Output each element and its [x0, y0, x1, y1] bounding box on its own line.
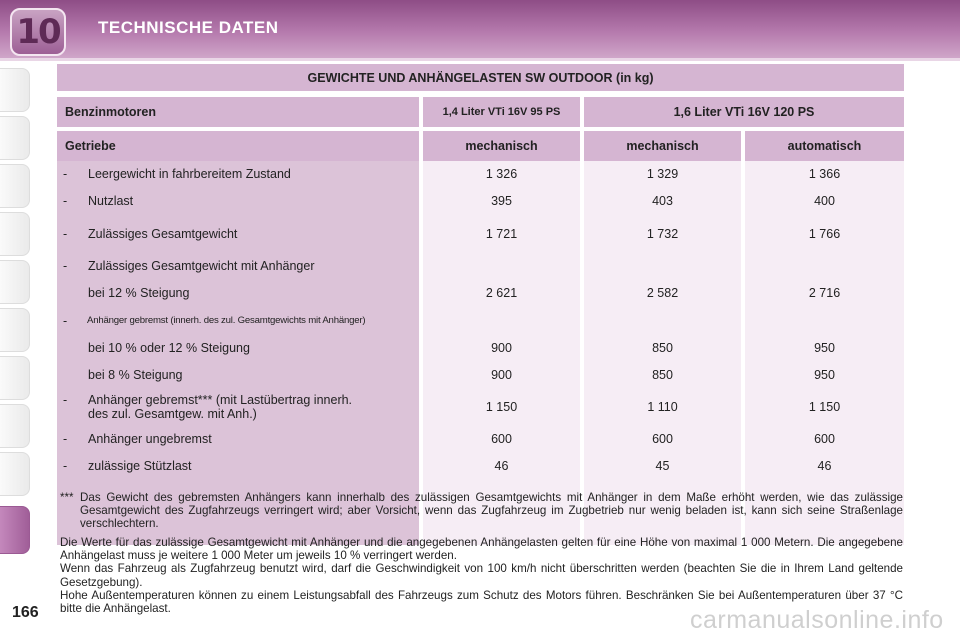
chapter-tab[interactable] — [0, 404, 30, 448]
table-cell: 2 621 — [485, 286, 518, 300]
chapter-tab-active[interactable] — [0, 506, 30, 554]
paragraph: Wenn das Fahrzeug als Zugfahrzeug benutzt wird, darf die Geschwindigkeit von 100 km/h nicht überschritten werden (beachten Sie die in Ihrem Land geltende Gesetzgebung). — [60, 562, 903, 589]
row-label: Leergewicht in fahrbereitem Zustand — [88, 167, 291, 181]
table-cell: 950 — [814, 341, 835, 355]
gearbox-header-label: Getriebe — [57, 131, 419, 161]
engine-header-label: Benzinmotoren — [57, 97, 419, 127]
page-number: 166 — [12, 604, 39, 621]
table-cell: 1 150 — [485, 400, 518, 414]
row-label: Zulässiges Gesamtgewicht — [88, 227, 238, 241]
engine-header-2: 1,6 Liter VTi 16V 120 PS — [584, 97, 904, 127]
table-cell: 1 150 — [808, 400, 841, 414]
chapter-tab[interactable] — [0, 260, 30, 304]
table-cell: 600 — [491, 432, 512, 446]
table-title: GEWICHTE UND ANHÄNGELASTEN SW OUTDOOR (in kg) — [57, 64, 904, 91]
row-label: Anhänger ungebremst — [88, 432, 212, 446]
table-cell: 600 — [652, 432, 673, 446]
engine-header-1: 1,4 Liter VTi 16V 95 PS — [423, 97, 580, 127]
table-cell: 900 — [491, 368, 512, 382]
row-dash: - — [63, 432, 68, 446]
table-cell: 600 — [814, 432, 835, 446]
table-cell: 1 721 — [485, 227, 518, 241]
table-cell: 403 — [652, 194, 673, 208]
table-cell: 1 326 — [485, 167, 518, 181]
paragraph: Hohe Außentemperaturen können zu einem Leistungsabfall des Fahrzeugs zum Schutz des Motors führen. Beschränken Sie bei Außentemperaturen über 37 °C bitte die Anhängelast. — [60, 588, 903, 616]
table-cell: 1 732 — [646, 227, 679, 241]
row-dash: - — [63, 227, 68, 241]
table-cell: 400 — [814, 194, 835, 208]
row-dash: - — [63, 259, 68, 273]
chapter-tab[interactable] — [0, 116, 30, 160]
footnote — [60, 491, 903, 531]
table-cell: 850 — [652, 341, 673, 355]
table-cell: 1 329 — [646, 167, 679, 181]
page-title: TECHNISCHE DATEN — [98, 18, 279, 37]
row-label: bei 10 % oder 12 % Steigung — [88, 341, 250, 355]
gearbox-header-3: automatisch — [745, 131, 904, 161]
chapter-badge: 10 — [10, 8, 66, 56]
body-text — [60, 536, 903, 615]
table-cell: 850 — [652, 368, 673, 382]
chapter-tab[interactable] — [0, 164, 30, 208]
footnote-mark: *** — [60, 491, 74, 504]
row-label: Anhänger gebremst*** (mit Lastübertrag innerh. — [88, 393, 353, 407]
table-cell: 45 — [655, 459, 670, 473]
watermark: carmanualsonline.info — [690, 606, 944, 634]
row-label-continued: des zul. Gesamtgew. mit Anh.) — [88, 407, 257, 421]
gearbox-header-2: mechanisch — [584, 131, 741, 161]
table-cell: 900 — [491, 341, 512, 355]
row-dash: - — [63, 314, 68, 328]
table-cell: 1 110 — [647, 400, 678, 414]
chapter-tab[interactable] — [0, 212, 30, 256]
row-dash: - — [63, 393, 68, 407]
chapter-tabs — [0, 62, 34, 582]
gearbox-header-1: mechanisch — [423, 131, 580, 161]
chapter-tab[interactable] — [0, 452, 30, 496]
row-label: bei 12 % Steigung — [88, 286, 190, 300]
row-dash: - — [63, 167, 68, 181]
table-cell: 950 — [814, 368, 835, 382]
row-label: zulässige Stützlast — [88, 459, 192, 473]
chapter-tab[interactable] — [0, 308, 30, 352]
row-label: bei 8 % Steigung — [88, 368, 183, 382]
table-cell: 2 582 — [646, 286, 679, 300]
table-cell: 1 366 — [808, 167, 841, 181]
row-label: Nutzlast — [88, 194, 134, 208]
chapter-tab[interactable] — [0, 68, 30, 112]
chapter-tab[interactable] — [0, 356, 30, 400]
table-cell: 46 — [494, 459, 509, 473]
header-divider — [0, 58, 960, 61]
table-cell: 395 — [491, 194, 512, 208]
paragraph: Die Werte für das zulässige Gesamtgewicht mit Anhänger und die angegebenen Anhängelasten gelten für eine Höhe von maximal 1 000 Metern. Die angegebene Anhängelast muss je weitere 1 000 Meter um jeweils 10 % verringert werden. — [60, 536, 903, 563]
footnote-text: Das Gewicht des gebremsten Anhängers kann innerhalb des zulässigen Gesamtgewichts mit Anhänger in dem Maße erhöht werden, wie das zulässige Gesamtgewicht des Zugfahrzeugs verringert wird; aber Vorsicht, wenn das Zugfahrzeug im Zugbetrieb nur wenig beladen ist, kann sich seine Straßenlage verschlechtern. — [80, 491, 903, 531]
row-dash: - — [63, 194, 68, 208]
table-cell: 2 716 — [808, 286, 841, 300]
table-cell: 1 766 — [808, 227, 841, 241]
table-cell: 46 — [817, 459, 832, 473]
row-label: Anhänger gebremst (innerh. des zul. Gesamtgewichts mit Anhänger) — [87, 315, 366, 326]
row-label: Zulässiges Gesamtgewicht mit Anhänger — [88, 259, 315, 273]
row-dash: - — [63, 459, 68, 473]
